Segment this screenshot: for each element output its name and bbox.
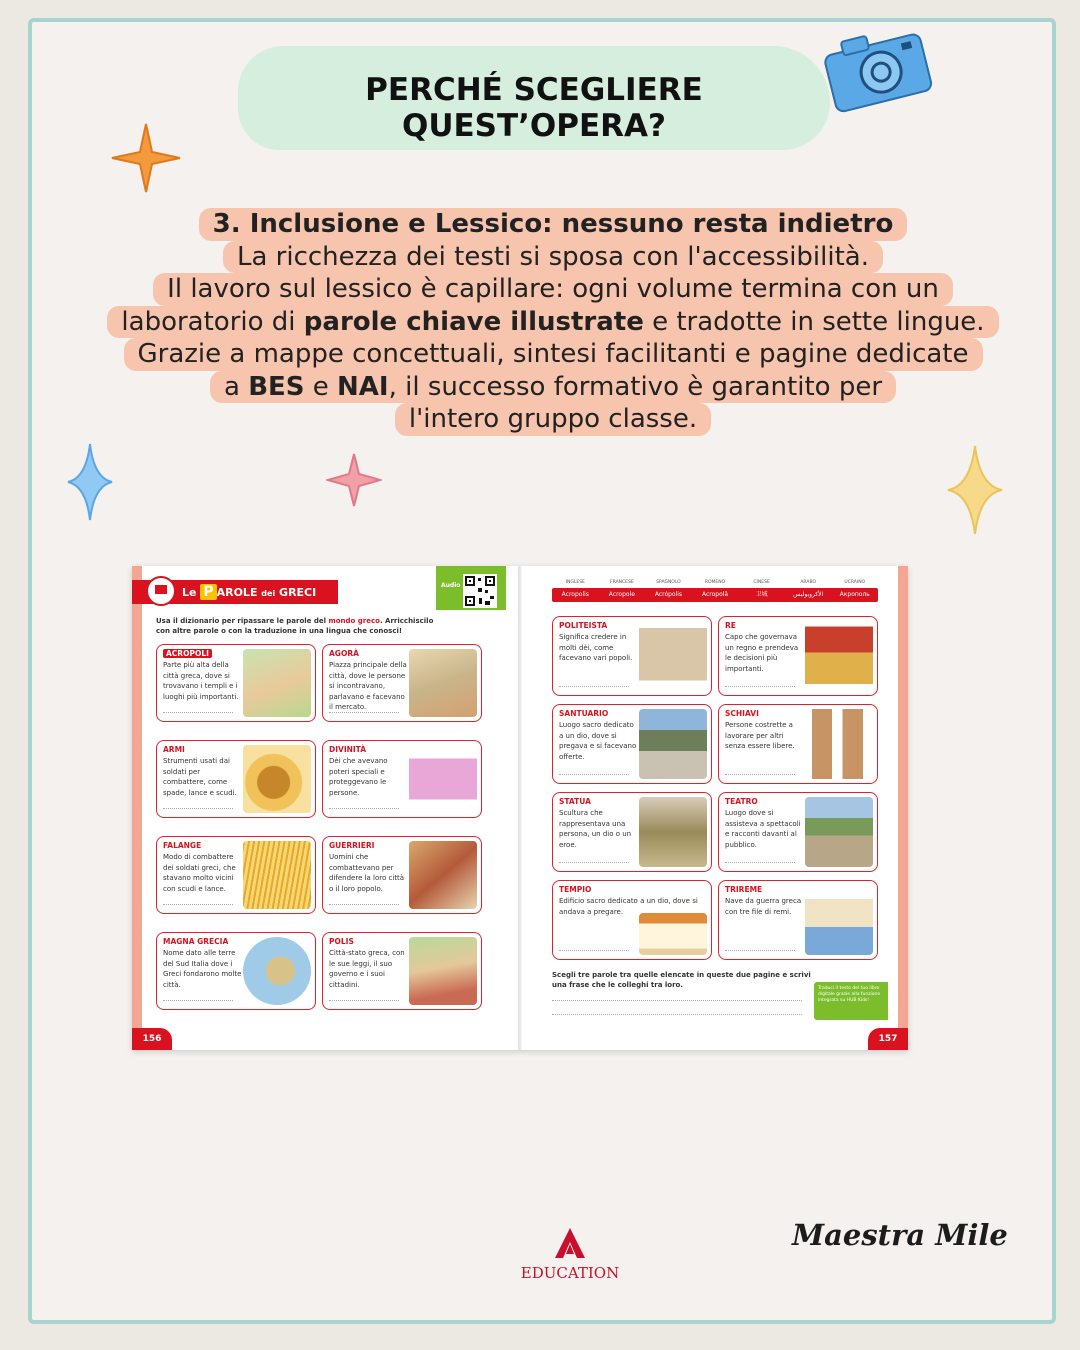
vocab-term: GUERRIERI [329,841,375,850]
vocab-term: DIVINITÀ [329,745,367,754]
santuario-photo [639,709,707,779]
publisher-emblem-icon [553,1226,587,1260]
re-illustration [805,621,873,691]
translation-cell: FRANCESE Acropole [608,580,635,598]
vocab-card [156,836,316,914]
exercise-prompt: Scegli tre parole tra quelle elencate in queste due pagine e scrivi una frase che le colleghi tra loro. [552,971,811,989]
tempio-illustration [639,913,707,955]
blue-sparkle-icon [66,442,114,522]
right-page [522,566,908,1050]
digital-tip-box: Traduci il testo del tuo libro digitale grazie alla funzione integrata su HUB Kids! [814,982,888,1020]
publisher-wordmark: EDUCATION [520,1264,620,1282]
agora-illustration [409,649,477,717]
writing-line [552,1014,802,1015]
qr-code-icon[interactable] [463,574,497,608]
vocab-card [322,836,482,914]
vocab-card [552,880,712,960]
vocab-term: ARMI [163,745,185,754]
text-line-3: laboratorio di parole chiave illustrate e tradotte in sette lingue. [107,306,998,339]
vocab-definition: Nome dato alle terre del Sud Italia dove i Greci fondarono molte città. [163,949,242,989]
writing-line [163,712,233,713]
vocab-term: STATUA [559,797,591,806]
vocab-card [552,616,712,696]
vocab-card [156,740,316,818]
vocab-definition: Nave da guerra greca con tre file di remi. [725,897,802,916]
vocab-definition: Uomini che combattevano per difendere la loro città o il loro popolo. [329,853,405,893]
vocab-term: ACROPOLI [163,649,212,658]
writing-line [552,1000,802,1001]
armi-illustration [243,745,311,813]
translation-row [552,580,878,602]
page-number: 156 [132,1028,172,1050]
teatro-photo [805,797,873,867]
text-line-6: l'intero gruppo classe. [395,403,711,436]
vocab-term: TEMPIO [559,885,592,894]
writing-line [725,686,795,687]
trireme-illustration [805,885,873,955]
writing-line [329,1000,399,1001]
audio-label: Audio [441,582,461,589]
page-instruction: Usa il dizionario per ripassare le parole del mondo greco. Arricchiscilo con altre parole o con la traduzione in una lingua che conosci! [156,617,434,635]
section-heading: 3. Inclusione e Lessico: nessuno resta indietro [199,208,908,241]
pink-star-icon [326,452,382,508]
vocab-card [718,880,878,960]
vocab-card [322,740,482,818]
writing-line [725,862,795,863]
vocab-definition: Modo di combattere dei soldati greci, che stavano molto vicini con scudi e lance. [163,853,236,893]
vocab-term: MAGNA GRECIA [163,937,229,946]
vocab-definition: Capo che governava un regno e prendeva le decisioni più importanti. [725,633,799,673]
vocab-definition: Dèi che avevano poteri speciali e proteggevano le persone. [329,757,388,797]
vocab-definition: Città-stato greca, con le sue leggi, il suo governo e i suoi cittadini. [329,949,405,989]
falange-illustration [243,841,311,909]
page-number: 157 [868,1028,908,1050]
statua-photo [639,797,707,867]
vocab-term: TRIREME [725,885,763,894]
vocab-card [156,932,316,1010]
translation-cell: SPAGNOLO Acrópolis [654,580,683,598]
vocab-card [552,792,712,872]
vocab-term: RE [725,621,736,630]
writing-line [725,774,795,775]
vocab-definition: Parte più alta della città greca, dove si trovavano i templi e i luoghi più importanti. [163,661,239,701]
schiavi-illustration [805,709,873,779]
translation-cell: CINESE 卫城 [753,580,770,598]
magna-grecia-map [243,937,311,1005]
left-page [132,566,518,1050]
series-logo-icon [146,576,176,606]
guerrieri-illustration [409,841,477,909]
page-edge-right [898,566,908,1050]
page-title: PERCHÉ SCEGLIERE QUEST’OPERA? [365,72,703,144]
acropoli-illustration [243,649,311,717]
vocab-definition: Persone costrette a lavorare per altri senza essere libere. [725,721,795,750]
section-text [100,208,1006,436]
writing-line [163,904,233,905]
page-edge-left [132,566,142,1050]
vocab-term: SANTUARIO [559,709,609,718]
vocab-definition: Luogo dove si assisteva a spettacoli e racconti davanti al pubblico. [725,809,801,849]
vocab-card [718,704,878,784]
vocab-term: POLIS [329,937,354,946]
vocab-card [322,932,482,1010]
yellow-sparkle-icon [946,444,1004,536]
page-header-title: Le P AROLE dei GRECI [182,584,317,600]
vocab-term: TEATRO [725,797,758,806]
vocab-term: FALANGE [163,841,202,850]
translation-cell: INGLESE Acropolis [561,580,589,598]
vocab-definition: Edificio sacro dedicato a un dio, dove si andava a pregare. [559,897,698,916]
writing-line [559,774,629,775]
text-line-5: a BES e NAI, il successo formativo è garantito per [210,371,896,404]
vocab-card [156,644,316,722]
writing-line [329,904,399,905]
writing-line [559,686,629,687]
orange-star-icon [110,122,182,194]
writing-line [163,808,233,809]
divinita-illustration [409,745,477,813]
vocab-card [552,704,712,784]
book-spread-image [132,566,908,1050]
text-line-4: Grazie a mappe concettuali, sintesi facilitanti e pagine dedicate [124,338,983,371]
vocab-definition: Strumenti usati dai soldati per combattere, come spade, lance e scudi. [163,757,237,797]
vocab-term: SCHIAVI [725,709,759,718]
vocab-card [322,644,482,722]
camera-icon [818,18,936,118]
vocab-definition: Scultura che rappresentava una persona, un dio o un eroe. [559,809,632,849]
vocab-definition: Piazza principale della città, dove le persone si incontravano, parlavano e facevano il mercato. [329,661,407,711]
politeista-illustration [639,621,707,691]
translation-cell: ROMENO Acropolă [701,580,729,598]
text-line-2: Il lavoro sul lessico è capillare: ogni volume termina con un [153,273,953,306]
author-signature: Maestra Mile [792,1218,1008,1252]
writing-line [329,808,399,809]
publisher-logo [512,1226,628,1282]
writing-line [725,950,795,951]
writing-line [163,1000,233,1001]
vocab-card [718,792,878,872]
vocab-definition: Significa credere in molti dèi, come facevano vari popoli. [559,633,633,662]
translation-cell: ARABO الأكروبوليس [793,580,824,598]
vocab-term: AGORÀ [329,649,359,658]
text-line-1: La ricchezza dei testi si sposa con l'accessibilità. [223,241,883,274]
vocab-definition: Luogo sacro dedicato a un dio, dove si pregava e si facevano offerte. [559,721,637,761]
translation-cell: UCRAINO Акрополь [839,580,870,598]
writing-line [559,950,629,951]
vocab-term: POLITEISTA [559,621,608,630]
vocab-card [718,616,878,696]
writing-line [329,712,399,713]
writing-line [559,862,629,863]
polis-illustration [409,937,477,1005]
